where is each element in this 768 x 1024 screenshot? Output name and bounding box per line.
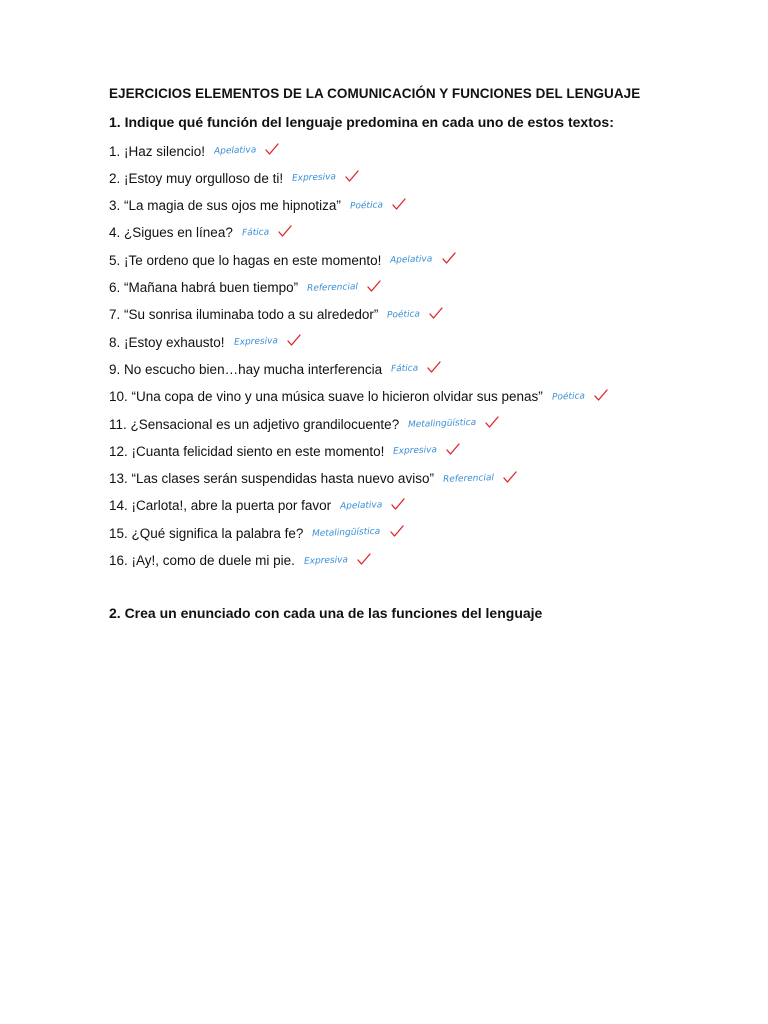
check-mark-icon bbox=[367, 280, 381, 292]
exercise-item bbox=[109, 141, 279, 161]
exercise-text: 2. ¡Estoy muy orgulloso de ti! bbox=[109, 170, 284, 186]
exercise-item bbox=[109, 523, 404, 543]
check-mark-icon bbox=[390, 525, 404, 537]
check-mark-icon bbox=[503, 471, 517, 483]
exercise-item bbox=[109, 250, 456, 270]
handwritten-answer: Fática bbox=[241, 227, 270, 239]
handwritten-answer: Fática bbox=[390, 363, 419, 375]
check-mark-icon bbox=[265, 143, 279, 155]
exercise-item bbox=[109, 168, 359, 188]
handwritten-answer: Poética bbox=[551, 391, 585, 403]
handwritten-answer: Expresiva bbox=[303, 554, 349, 567]
exercise-text: 5. ¡Te ordeno que lo hagas en este momento! bbox=[109, 252, 382, 268]
handwritten-answer: Referencial bbox=[306, 281, 359, 294]
check-mark-icon bbox=[446, 443, 460, 455]
document-title: EJERCICIOS ELEMENTOS DE LA COMUNICACIÓN Y FUNCIONES DEL LENGUAJE bbox=[109, 86, 641, 101]
exercise-item bbox=[109, 496, 405, 516]
exercise-item bbox=[109, 359, 441, 379]
exercise-text: 4. ¿Sigues en línea? bbox=[109, 225, 233, 241]
exercise-text: 16. ¡Ay!, como de duele mi pie. bbox=[109, 553, 295, 568]
exercise-item bbox=[109, 278, 381, 298]
exercise-text: 13. “Las clases serán suspendidas hasta nuevo aviso” bbox=[109, 471, 434, 487]
section-2-heading: 2. Crea un enunciado con cada una de las funciones del lenguaje bbox=[109, 605, 543, 621]
exercise-item bbox=[109, 551, 371, 571]
check-mark-icon bbox=[345, 170, 359, 182]
handwritten-answer: Poética bbox=[349, 200, 384, 212]
exercise-item bbox=[109, 469, 517, 489]
exercise-text: 12. ¡Cuanta felicidad siento en este momento! bbox=[109, 443, 385, 459]
handwritten-answer: Expresiva bbox=[291, 172, 337, 185]
handwritten-answer: Metalingüística bbox=[312, 527, 381, 540]
exercise-item bbox=[109, 387, 608, 407]
handwritten-answer: Apelativa bbox=[390, 254, 433, 266]
exercise-text: 10. “Una copa de vino y una música suave lo hicieron olvidar sus penas” bbox=[109, 389, 543, 405]
handwritten-answer: Expresiva bbox=[233, 336, 278, 348]
handwritten-answer: Referencial bbox=[442, 472, 495, 485]
exercise-item bbox=[109, 441, 460, 461]
section-1-heading: 1. Indique qué función del lenguaje predomina en cada uno de estos textos: bbox=[109, 114, 614, 130]
handwritten-answer: Poética bbox=[387, 309, 421, 321]
check-mark-icon bbox=[287, 334, 301, 346]
check-mark-icon bbox=[357, 553, 371, 565]
exercise-text: 9. No escucho bien…hay mucha interferencia bbox=[109, 361, 383, 377]
exercise-item bbox=[109, 332, 301, 352]
exercise-text: 15. ¿Qué significa la palabra fe? bbox=[109, 525, 304, 541]
check-mark-icon bbox=[485, 416, 499, 428]
exercise-text: 14. ¡Carlota!, abre la puerta por favor bbox=[109, 498, 332, 514]
check-mark-icon bbox=[429, 307, 443, 319]
exercise-text: 11. ¿Sensacional es un adjetivo grandilocuente? bbox=[109, 416, 400, 432]
handwritten-answer: Metalingüística bbox=[408, 417, 477, 431]
exercise-text: 6. “Mañana habrá buen tiempo” bbox=[109, 280, 299, 295]
exercise-item bbox=[109, 305, 443, 325]
exercise-text: 8. ¡Estoy exhausto! bbox=[109, 334, 225, 350]
check-mark-icon bbox=[427, 361, 441, 373]
handwritten-answer: Apelativa bbox=[213, 145, 257, 157]
check-mark-icon bbox=[442, 252, 456, 264]
check-mark-icon bbox=[391, 498, 405, 510]
check-mark-icon bbox=[278, 225, 292, 237]
handwritten-answer: Expresiva bbox=[393, 445, 438, 458]
check-mark-icon bbox=[392, 198, 406, 210]
exercise-item bbox=[109, 196, 406, 216]
exercise-text: 1. ¡Haz silencio! bbox=[109, 143, 206, 159]
check-mark-icon bbox=[594, 389, 608, 401]
exercise-text: 3. “La magia de sus ojos me hipnotiza” bbox=[109, 198, 341, 214]
handwritten-answer: Apelativa bbox=[339, 500, 383, 512]
exercise-item bbox=[109, 223, 292, 243]
exercise-item bbox=[109, 414, 499, 434]
exercise-text: 7. “Su sonrisa iluminaba todo a su alrededor” bbox=[109, 307, 379, 323]
